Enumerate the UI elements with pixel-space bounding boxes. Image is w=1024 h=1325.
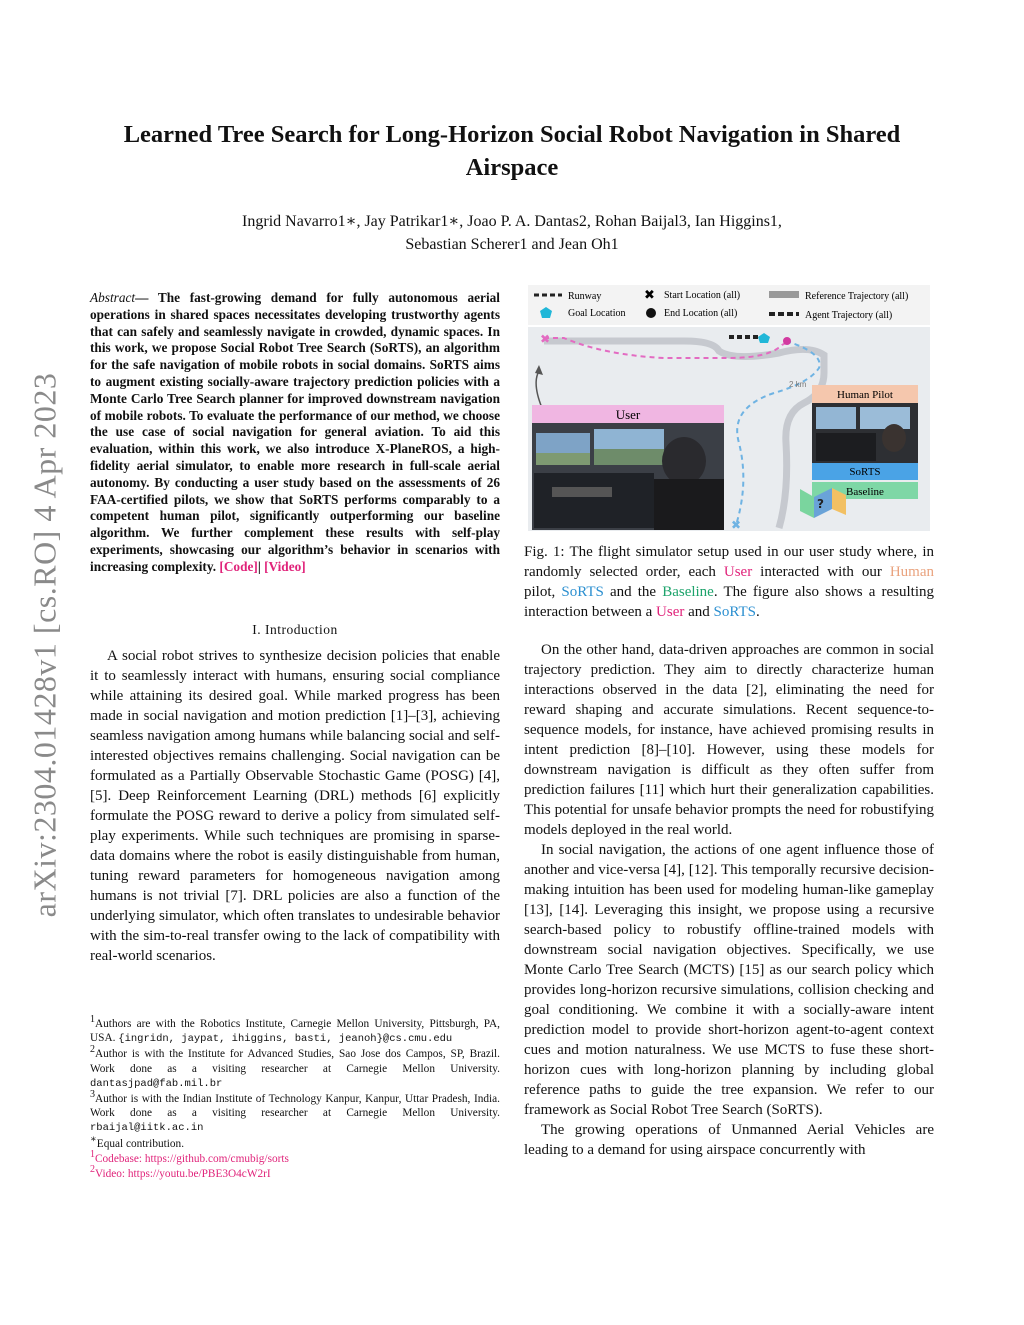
end-legend-icon xyxy=(646,308,656,318)
footnote-3: 3Author is with the Indian Institute of Technology Kanpur, Kanpur, Uttar Pradesh, India. Work done as a visiting researcher at Carnegie Mellon University. rbaijal@iitk.ac.in xyxy=(90,1089,500,1135)
legend-agent: Agent Trajectory (all) xyxy=(805,310,893,321)
sorts-label: SoRTS xyxy=(849,466,881,478)
authors-line-1: Ingrid Navarro1∗, Jay Patrikar1∗, Joao P. A. Dantas2, Rohan Baijal3, Ian Higgins1, xyxy=(242,213,782,230)
figure-1 xyxy=(524,283,934,533)
svg-text:?: ? xyxy=(817,497,824,511)
authors xyxy=(140,210,884,256)
legend-start: Start Location (all) xyxy=(664,290,741,301)
footnote-equal: ∗Equal contribution. xyxy=(90,1133,185,1150)
intro-right-paragraph-1: On the other hand, data-driven approaches are common in social trajectory prediction. They aim to directly characterize human interactions observed in the data [2], eliminating the need for reward shaping and accurate simulations. Recent sequence-to-sequence models, for instance, have achieved promising results in intent prediction [8]–[10]. However, using these models for downstream navigation is difficult as they often suffer from prediction failures [11] which hurt their generalization capabilities. This potential for unsafe behavior prompts the need for robustifying models deployed in the real world. xyxy=(524,642,934,838)
intro-right-column xyxy=(524,640,934,1160)
user-label: User xyxy=(615,407,641,422)
intro-right-paragraph-3: The growing operations of Unmanned Aerial Vehicles are leading to a demand for using airspace concurrently with xyxy=(524,1122,934,1158)
footnote-2: 2Author is with the Institute for Advanced Studies, Sao Jose dos Campos, SP, Brazil. Work done as a visiting researcher at Carnegie Mellon University. dantasjpad@fab.mil.br xyxy=(90,1044,500,1090)
legend-end: End Location (all) xyxy=(664,308,738,319)
start-legend-icon: ✖ xyxy=(644,288,655,303)
intro-right-paragraph-2: In social navigation, the actions of one agent influence those of another and vice-versa [4], [12]. This temporally recursive decision-making intuition has been used for modeling human-like gameplay [13], [14]. Leveraging this insight, we propose using a recursive search-based policy to robustify offline-trained models with downstream social navigation objectives. Specifically, we use Monte Carlo Tree Search (MCTS) [15] as our search policy which provides long-horizon recursive simulations, collision checking and goal conditioning. We combine it with a socially-aware intent prediction model to provide short-horizon agent-to-agent context cues and motion naturalness. We use MCTS to fuse these short-horizon cues with long-horizon planning by including global reference paths to guide the tree expansion. We refer to our framework as Social Robot Tree Search (SoRTS). xyxy=(524,842,934,1118)
legend-goal: Goal Location xyxy=(568,308,626,319)
start-marker-sorts: ✖ xyxy=(731,518,742,532)
intro-left-column xyxy=(90,646,500,966)
legend-reference: Reference Trajectory (all) xyxy=(805,291,909,302)
human-pilot-photo xyxy=(812,403,918,463)
footnote-video[interactable]: 2Video: https://youtu.be/PBE3O4cW2rI xyxy=(90,1164,271,1181)
user-photo xyxy=(532,423,724,530)
arxiv-sidebar xyxy=(0,0,90,1325)
link-separator: | xyxy=(257,558,265,574)
scale-label: 2 km xyxy=(789,380,807,389)
abstract xyxy=(90,290,500,576)
figure-1-graphic xyxy=(524,283,934,533)
abstract-text: — The fast-growing demand for fully autonomous aerial operations in shared spaces necessitates developing trustworthy agents that can safely and seamlessly navigate in crowded, dynamic spaces. In this work, we propose Social Robot Tree Search (SoRTS), an algorithm for the safe navigation of mobile robots in social domains. SoRTS aims to augment existing socially-aware trajectory prediction policies with a Monte Carlo Tree Search planner for improved downstream navigation of mobile robots. To evaluate the performance of our method, we choose the use case of social navigation for general aviation. To aid this evaluation, within this work, we also introduce X-PlaneROS, a high-fidelity aerial simulator, to enable more research in full-scale aerial autonomy. By conducting a user study based on the assessments of 26 FAA-certified pilots, we show that SoRTS performs comparably to a competent human pilot, significantly outperforming our baseline algorithm. We further complement these results with self-play experiments, showcasing our algorithm’s behavior in scenarios with increasing complexity. xyxy=(90,290,500,574)
code-link[interactable]: [Code] xyxy=(219,558,258,574)
legend-runway: Runway xyxy=(568,291,602,302)
footnote-code[interactable]: 1Codebase: https://github.com/cmubig/sorts xyxy=(90,1149,289,1165)
start-marker-user: ✖ xyxy=(540,332,551,346)
footnote-1: 1Authors are with the Robotics Institute, Carnegie Mellon University, Pittsburgh, PA, USA. {ingridn, jaypat, ihiggins, basti, jeanoh}@cs.cmu.edu xyxy=(90,1014,500,1046)
footnotes xyxy=(90,1014,500,1182)
intro-paragraph: A social robot strives to synthesize decision policies that enable it to seamlessly interact with humans, ensuring social compliance while attaining its desired goal. While marked progress has been made in social navigation and motion prediction [1]–[3], achieving seamless navigation among humans while balancing social and self-interested objectives remains challenging. Social navigation can be formulated as a Partially Observable Stochastic Game (POSG) [4], [5]. Deep Reinforcement Learning (DRL) methods [6] explicitly formulate the POSG reward to derive a policy from simulated self-play experiments. While such techniques are promising in sparse-data domains where the robot is easily distinguishable from human, tuning reward parameters for homogeneous navigation among humans is not trivial [7]. DRL policies are also a function of the underlying simulator, which often translates to undesirable behavior with the sim-to-real transfer owing to the lack of compatibility with real-world scenarios. xyxy=(90,648,500,964)
section-heading-introduction: I. Introduction xyxy=(252,622,338,637)
baseline-label: Baseline xyxy=(846,486,884,498)
reference-legend-icon xyxy=(769,291,799,298)
arxiv-id: arXiv:2304.01428v1 [cs.RO] 4 Apr 2023 xyxy=(26,372,63,918)
human-label: Human Pilot xyxy=(837,389,893,401)
video-link[interactable]: [Video] xyxy=(264,558,306,574)
authors-line-2: Sebastian Scherer1 and Jean Oh1 xyxy=(405,236,619,253)
end-marker xyxy=(783,337,791,345)
paper-title: Learned Tree Search for Long-Horizon Social Robot Navigation in Shared Airspace xyxy=(123,121,901,181)
abstract-label: Abstract xyxy=(90,290,136,305)
figure-1-caption: Fig. 1: The flight simulator setup used in our user study where, in randomly selected order, each User interacted with our Human pilot, SoRTS and the Baseline. The figure also shows a resulting interaction between a User and SoRTS. xyxy=(524,544,935,620)
